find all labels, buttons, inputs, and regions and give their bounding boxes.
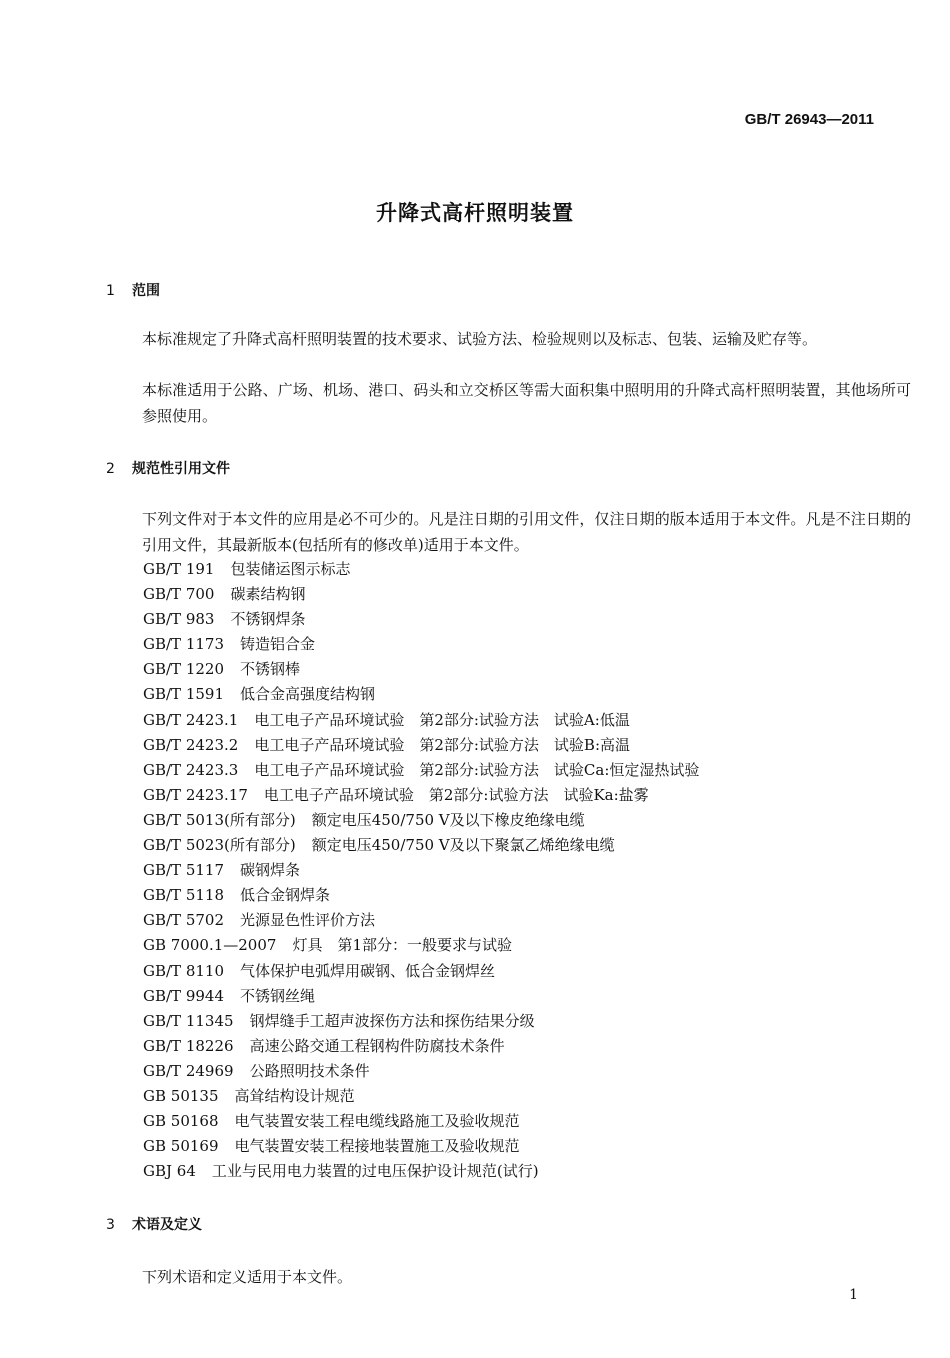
reference-item [143, 833, 699, 858]
reference-code: GB 50168 [143, 1112, 219, 1131]
reference-code: GB 50135 [143, 1086, 219, 1105]
reference-item [143, 1059, 699, 1084]
reference-item [143, 1134, 699, 1159]
reference-title: 钢焊缝手工超声波探伤方法和探伤结果分级 [249, 1011, 535, 1030]
reference-code: GB 50169 [143, 1137, 219, 1156]
reference-title: 高速公路交通工程钢构件防腐技术条件 [249, 1036, 505, 1055]
reference-item [143, 632, 699, 657]
reference-title: 气体保护电弧焊用碳钢、低合金钢焊丝 [240, 961, 496, 980]
reference-code: GB/T 2423.2 [143, 735, 239, 754]
reference-item [143, 1109, 699, 1134]
reference-code: GB/T 1220 [143, 660, 225, 679]
reference-title: 电工电子产品环境试验 第2部分:试验方法 试验Ca:恒定湿热试验 [254, 760, 700, 779]
reference-item [143, 1009, 699, 1034]
document-title: 升降式高杆照明装置 [376, 201, 574, 225]
reference-item [143, 883, 699, 908]
reference-code: GB/T 18226 [143, 1036, 234, 1055]
reference-title: 工业与民用电力装置的过电压保护设计规范(试行) [211, 1162, 539, 1181]
reference-code: GB/T 24969 [143, 1061, 234, 1080]
page-number: 1 [849, 1287, 858, 1303]
reference-code: GB/T 5702 [143, 911, 225, 930]
reference-item [143, 758, 699, 783]
reference-code: GB/T 191 [143, 560, 215, 578]
reference-item [143, 607, 699, 632]
reference-title: 电气装置安装工程电缆线路施工及验收规范 [234, 1112, 520, 1131]
reference-title: 额定电压450/750 V及以下聚氯乙烯绝缘电缆 [311, 836, 615, 855]
reference-item [143, 657, 699, 682]
reference-list [143, 557, 699, 1184]
reference-title: 碳素结构钢 [230, 585, 306, 604]
reference-item [143, 1084, 699, 1109]
reference-code: GB/T 983 [143, 610, 215, 629]
reference-item [143, 682, 699, 707]
reference-title: 不锈钢丝绳 [240, 986, 316, 1005]
terms-intro: 下列术语和定义适用于本文件。 [142, 1268, 353, 1286]
reference-item [143, 984, 699, 1009]
reference-code: GB/T 8110 [143, 961, 225, 980]
reference-title: 电工电子产品环境试验 第2部分:试验方法 试验B:高温 [254, 735, 631, 754]
reference-item [143, 783, 699, 808]
reference-title: 电工电子产品环境试验 第2部分:试验方法 试验A:低温 [254, 710, 630, 729]
references-intro: 下列文件对于本文件的应用是必不可少的。凡是注日期的引用文件，仅注日期的版本适用于本文件。凡是不注日期的引用文件，其最新版本(包括所有的修改单)适用于本文件。 [142, 510, 911, 554]
reference-item [143, 808, 699, 833]
reference-code: GB/T 2423.3 [143, 760, 239, 779]
reference-title: 公路照明技术条件 [249, 1061, 370, 1080]
section-title: 范围 [132, 283, 160, 299]
section-3-heading [106, 1214, 202, 1234]
reference-title: 高耸结构设计规范 [234, 1086, 355, 1105]
section-1-heading [106, 280, 160, 300]
reference-title: 电工电子产品环境试验 第2部分:试验方法 试验Ka:盐雾 [263, 785, 649, 804]
reference-title: 低合金高强度结构钢 [240, 685, 376, 704]
reference-code: GB/T 5118 [143, 886, 225, 905]
reference-title: 低合金钢焊条 [240, 886, 331, 905]
reference-code: GB/T 5023(所有部分) [143, 836, 296, 855]
reference-title: 不锈钢焊条 [230, 610, 306, 629]
reference-item [143, 708, 699, 733]
reference-item [143, 1034, 699, 1059]
section-number: 3 [106, 1217, 115, 1233]
reference-code: GB/T 1173 [143, 635, 225, 654]
reference-code: GB/T 5013(所有部分) [143, 810, 296, 829]
reference-title: 灯具 第1部分：一般要求与试验 [292, 936, 512, 955]
reference-title: 铸造铝合金 [240, 635, 316, 654]
reference-title: 不锈钢棒 [240, 660, 301, 679]
reference-title: 电气装置安装工程接地装置施工及验收规范 [234, 1137, 520, 1156]
reference-code: GB/T 2423.17 [143, 785, 248, 804]
reference-code: GB/T 1591 [143, 685, 225, 704]
section-2-heading [106, 458, 230, 478]
section-number: 2 [106, 461, 115, 477]
reference-code: GB/T 5117 [143, 861, 225, 880]
reference-item [143, 933, 699, 958]
reference-title: 碳钢焊条 [240, 861, 301, 880]
section-number: 1 [106, 283, 115, 299]
reference-code: GB/T 2423.1 [143, 710, 239, 729]
reference-item [143, 557, 699, 582]
reference-code: GBJ 64 [143, 1162, 196, 1181]
reference-item [143, 858, 699, 883]
reference-item [143, 733, 699, 758]
reference-code: GB/T 9944 [143, 986, 225, 1005]
reference-code: GB/T 700 [143, 585, 215, 604]
reference-title: 光源显色性评价方法 [240, 911, 376, 930]
reference-title: 包装储运图示标志 [230, 560, 351, 578]
reference-code: GB 7000.1—2007 [143, 936, 277, 955]
scope-paragraph-1: 本标准规定了升降式高杆照明装置的技术要求、试验方法、检验规则以及标志、包装、运输及贮存等。 [142, 330, 818, 348]
reference-code: GB/T 11345 [143, 1011, 234, 1030]
reference-item [143, 582, 699, 607]
reference-title: 额定电压450/750 V及以下橡皮绝缘电缆 [311, 810, 585, 829]
section-title: 术语及定义 [132, 1217, 202, 1233]
section-title: 规范性引用文件 [132, 461, 230, 477]
standard-code: GB/T 26943—2011 [744, 111, 874, 128]
scope-paragraph-2: 本标准适用于公路、广场、机场、港口、码头和立交桥区等需大面积集中照明用的升降式高杆照明装置，其他场所可参照使用。 [142, 381, 911, 425]
reference-item [143, 959, 699, 984]
reference-item [143, 908, 699, 933]
reference-item [143, 1159, 699, 1184]
